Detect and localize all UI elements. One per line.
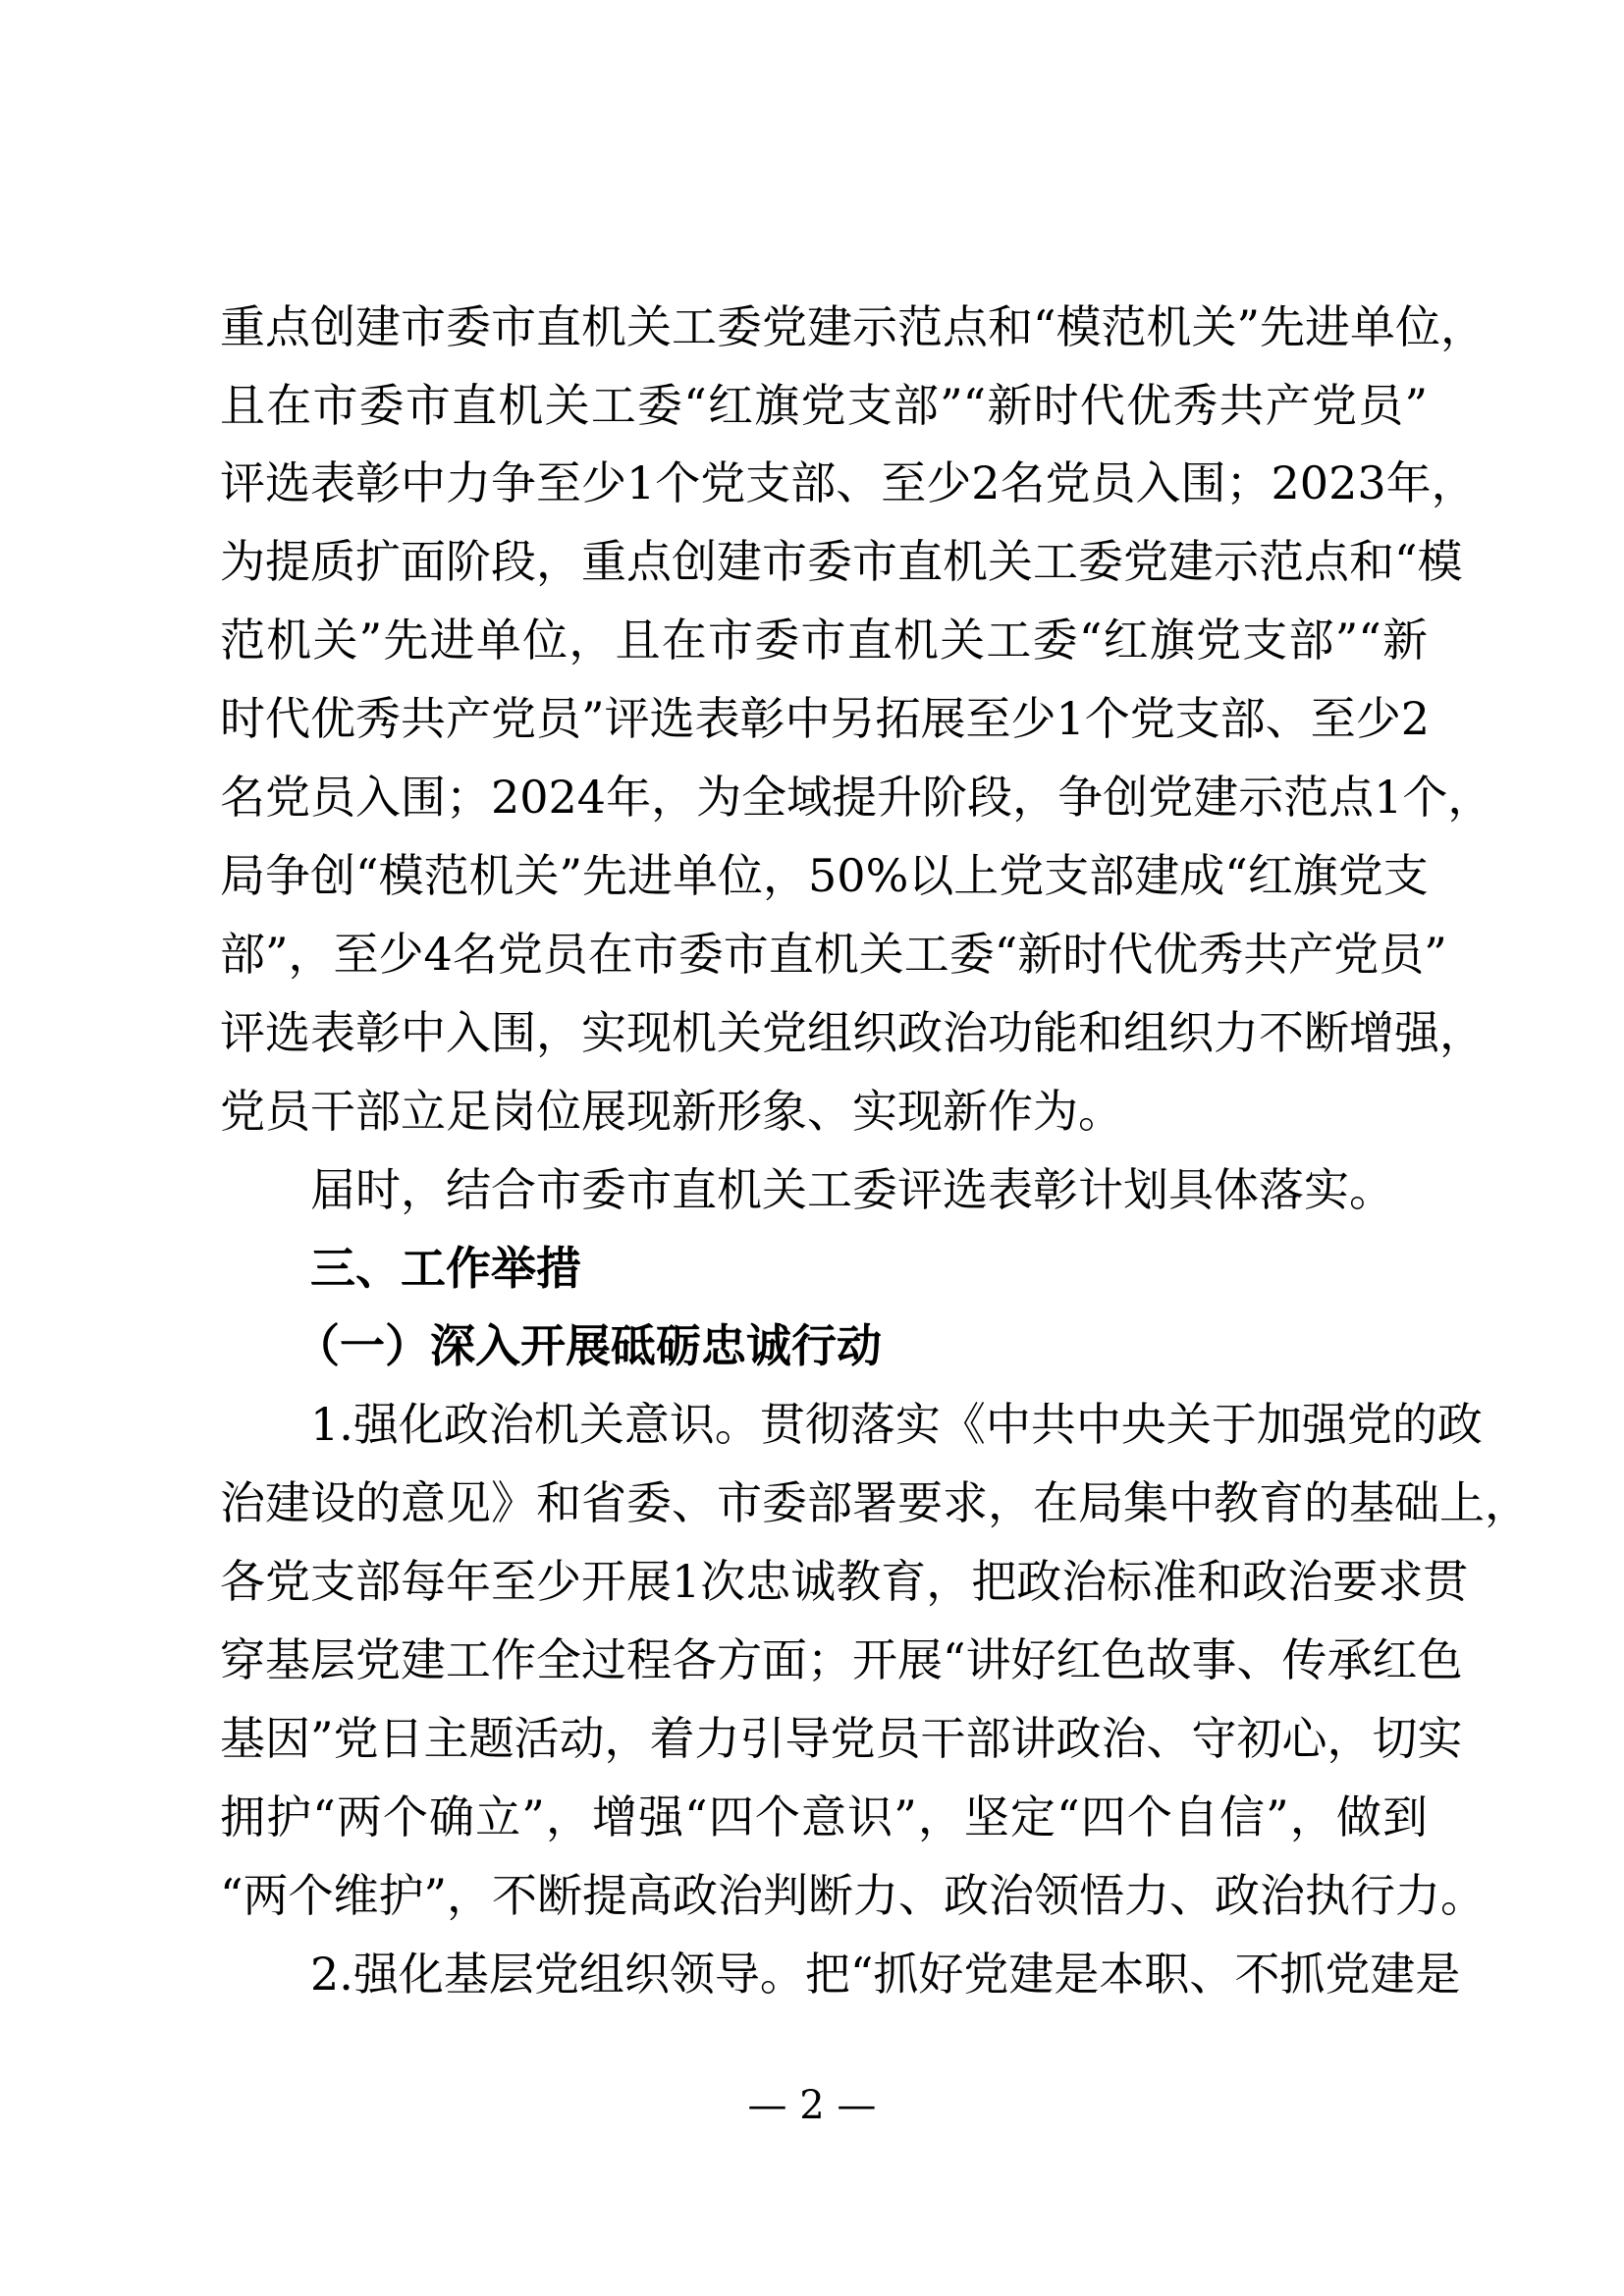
subsection-heading: （一）深入开展砥砺忠诚行动: [295, 1319, 882, 1372]
page-number: — 2 —: [747, 2083, 877, 2128]
paragraph: 届时，结合市委市直机关工委评选表彰计划具体落实。: [310, 1163, 1394, 1216]
body-line: 各党支部每年至少开展1次忠诚教育，把政治标准和政治要求贯: [220, 1555, 1469, 1608]
body-line: 且在市委市直机关工委“红旗党支部”“新时代优秀共产党员”: [220, 379, 1428, 432]
section-heading: 三、工作举措: [310, 1242, 581, 1295]
body-line: 穿基层党建工作全过程各方面；开展“讲好红色故事、传承红色: [220, 1633, 1463, 1686]
body-line: 范机关”先进单位，且在市委市直机关工委“红旗党支部”“新: [220, 614, 1428, 667]
body-line: 党员干部立足岗位展现新形象、实现新作为。: [220, 1085, 1123, 1138]
body-line: 拥护“两个确立”，增强“四个意识”，坚定“四个自信”，做到: [220, 1790, 1428, 1843]
body-line: 评选表彰中力争至少1个党支部、至少2名党员入围；2023年，: [220, 456, 1477, 509]
body-line: 评选表彰中入围，实现机关党组织政治功能和组织力不断增强，: [220, 1006, 1485, 1059]
body-line: 时代优秀共产党员”评选表彰中另拓展至少1个党支部、至少2: [220, 692, 1431, 745]
body-line: 基因”党日主题活动，着力引导党员干部讲政治、守初心，切实: [220, 1712, 1463, 1765]
body-line: 名党员入围；2024年，为全域提升阶段，争创党建示范点1个，: [220, 771, 1493, 824]
body-line: 治建设的意见》和省委、市委部署要求，在局集中教育的基础上，: [220, 1476, 1530, 1529]
body-line: 重点创建市委市直机关工委党建示范点和“模范机关”先进单位，: [220, 300, 1487, 353]
body-line: 部”，至少4名党员在市委市直机关工委“新时代优秀共产党员”: [220, 928, 1447, 981]
body-line: 为提质扩面阶段，重点创建市委市直机关工委党建示范点和“模: [220, 535, 1463, 588]
body-line: 2.强化基层党组织领导。把“抓好党建是本职、不抓党建是: [310, 1948, 1461, 2001]
body-line: 1.强化政治机关意识。贯彻落实《中共中央关于加强党的政: [310, 1398, 1483, 1451]
body-line: “两个维护”，不断提高政治判断力、政治领悟力、政治执行力。: [220, 1869, 1487, 1922]
body-line: 局争创“模范机关”先进单位，50%以上党支部建成“红旗党支: [220, 849, 1429, 902]
